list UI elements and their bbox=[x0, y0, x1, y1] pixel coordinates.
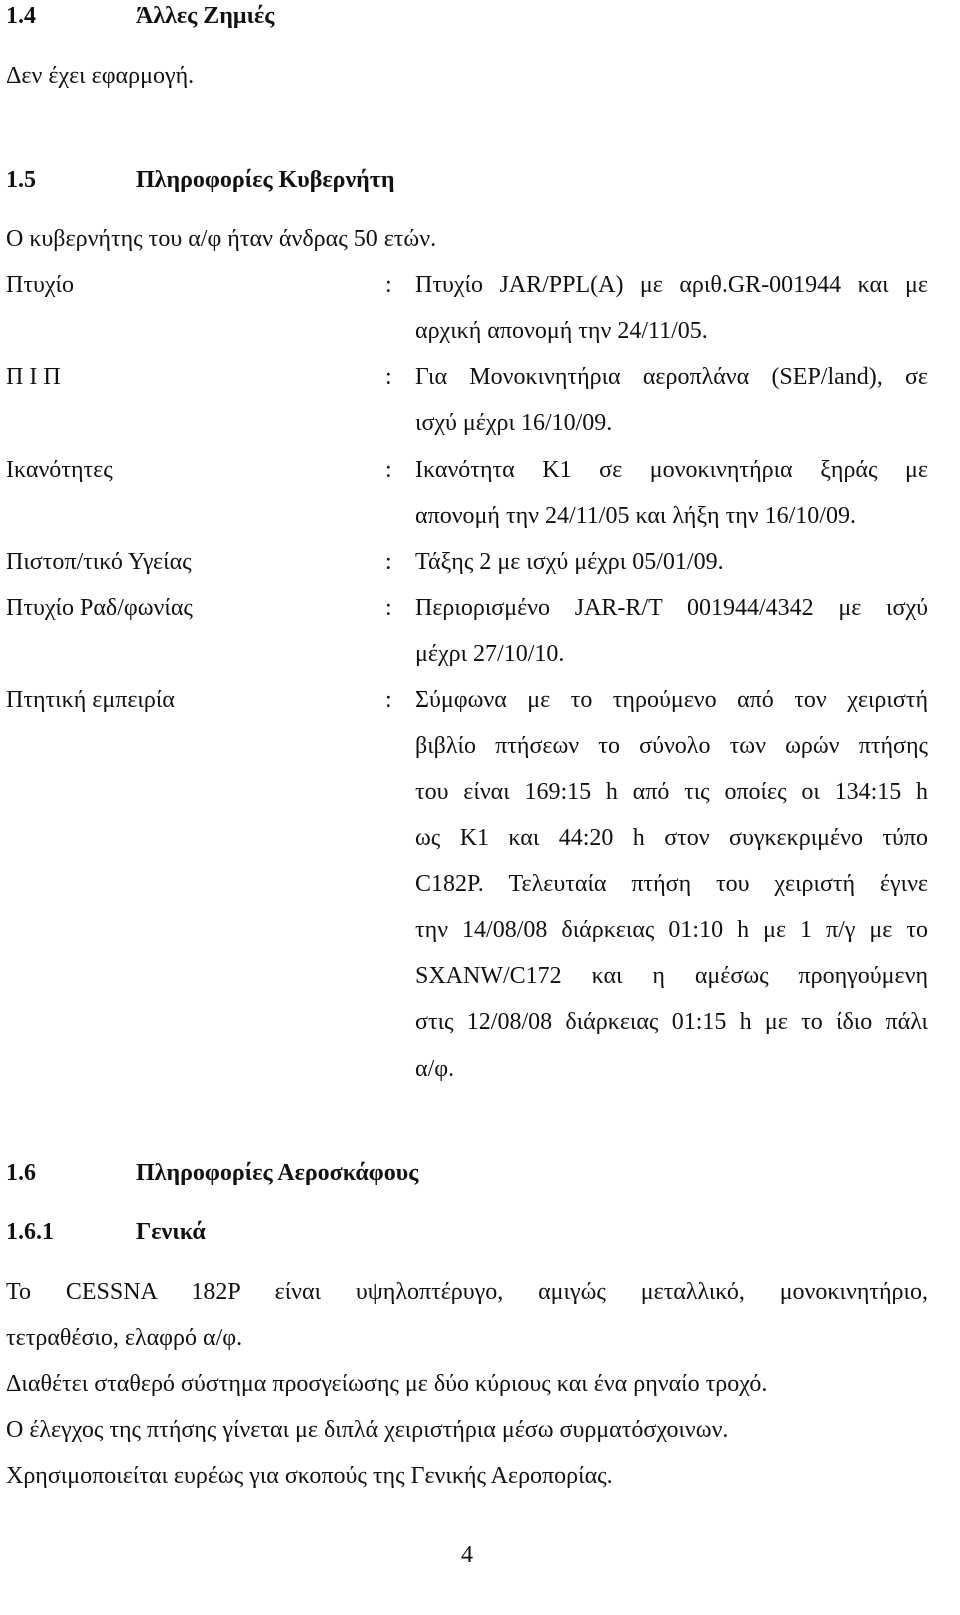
row-label: Πτητική εμπειρία bbox=[6, 687, 175, 713]
row-value-line: την 14/08/08 διάρκειας 01:10 h με 1 π/γ με το bbox=[415, 917, 928, 943]
row-label: Πτυχίο Ραδ/φωνίας bbox=[6, 595, 193, 621]
row-value-line: του είναι 169:15 h από τις οποίες οι 134:15 h bbox=[415, 779, 928, 805]
row-value-line: μέχρι 27/10/10. bbox=[415, 641, 565, 667]
section-1-6-number: 1.6 bbox=[6, 1160, 36, 1186]
section-1-6-title: Πληροφορίες Αεροσκάφους bbox=[136, 1160, 419, 1186]
row-value-line: στις 12/08/08 διάρκειας 01:15 h με το ίδιο πάλι bbox=[415, 1009, 928, 1035]
row-value-line: C182P. Τελευταία πτήση του χειριστή έγινε bbox=[415, 871, 928, 897]
row-value-line: Για Μονοκινητήρια αεροπλάνα (SEP/land), σε bbox=[415, 364, 928, 390]
row-colon: : bbox=[385, 595, 392, 621]
section-1-4-title: Άλλες Ζημιές bbox=[136, 3, 275, 29]
section-1-5-title: Πληροφορίες Κυβερνήτη bbox=[136, 167, 395, 193]
paragraph-line: Διαθέτει σταθερό σύστημα προσγείωσης με δύο κύριους και ένα ρηναίο τροχό. bbox=[6, 1371, 768, 1397]
row-colon: : bbox=[385, 272, 392, 298]
section-1-5-number: 1.5 bbox=[6, 167, 36, 193]
row-label: Ικανότητες bbox=[6, 457, 113, 483]
section-1-6-1-number: 1.6.1 bbox=[6, 1219, 54, 1245]
paragraph-line: Χρησιμοποιείται ευρέως για σκοπούς της Γενικής Αεροπορίας. bbox=[6, 1463, 613, 1489]
row-value-line: ως Κ1 και 44:20 h στον συγκεκριμένο τύπο bbox=[415, 825, 928, 851]
row-value-line: Περιορισμένο JAR-R/T 001944/4342 με ισχύ bbox=[415, 595, 928, 621]
row-value-line: α/φ. bbox=[415, 1056, 455, 1082]
row-value-line: ισχύ μέχρι 16/10/09. bbox=[415, 410, 613, 436]
section-1-6-1-title: Γενικά bbox=[136, 1219, 206, 1245]
row-value-line: SXANW/C172 και η αμέσως προηγούμενη bbox=[415, 963, 928, 989]
row-colon: : bbox=[385, 364, 392, 390]
row-colon: : bbox=[385, 687, 392, 713]
row-value-line: Σύμφωνα με το τηρούμενο από τον χειριστή bbox=[415, 687, 928, 713]
row-value-line: βιβλίο πτήσεων το σύνολο των ωρών πτήσης bbox=[415, 733, 928, 759]
row-value-line: απονομή την 24/11/05 και λήξη την 16/10/09. bbox=[415, 503, 856, 529]
row-value-line: Τάξης 2 με ισχύ μέχρι 05/01/09. bbox=[415, 549, 724, 575]
row-label: Πιστοπ/τικό Υγείας bbox=[6, 549, 192, 575]
row-colon: : bbox=[385, 549, 392, 575]
row-label: Πτυχίο bbox=[6, 272, 74, 298]
row-value-line: Πτυχίο JAR/PPL(A) με αριθ.GR-001944 και με bbox=[415, 272, 928, 298]
row-label: Π Ι Π bbox=[6, 364, 61, 390]
row-value-line: αρχική απονομή την 24/11/05. bbox=[415, 318, 708, 344]
section-1-4-text: Δεν έχει εφαρμογή. bbox=[6, 63, 195, 89]
page-number: 4 bbox=[461, 1542, 473, 1568]
row-colon: : bbox=[385, 457, 392, 483]
paragraph-line: τετραθέσιο, ελαφρό α/φ. bbox=[6, 1325, 243, 1351]
paragraph-line: Ο έλεγχος της πτήσης γίνεται με διπλά χειριστήρια μέσω συρματόσχοινων. bbox=[6, 1417, 729, 1443]
pilot-intro: Ο κυβερνήτης του α/φ ήταν άνδρας 50 ετών. bbox=[6, 226, 437, 252]
row-value-line: Ικανότητα Κ1 σε μονοκινητήρια ξηράς με bbox=[415, 457, 928, 483]
paragraph-line: Το CESSNA 182P είναι υψηλοπτέρυγο, αμιγώς μεταλλικό, μονοκινητήριο, bbox=[6, 1279, 928, 1305]
section-1-4-number: 1.4 bbox=[6, 3, 36, 29]
